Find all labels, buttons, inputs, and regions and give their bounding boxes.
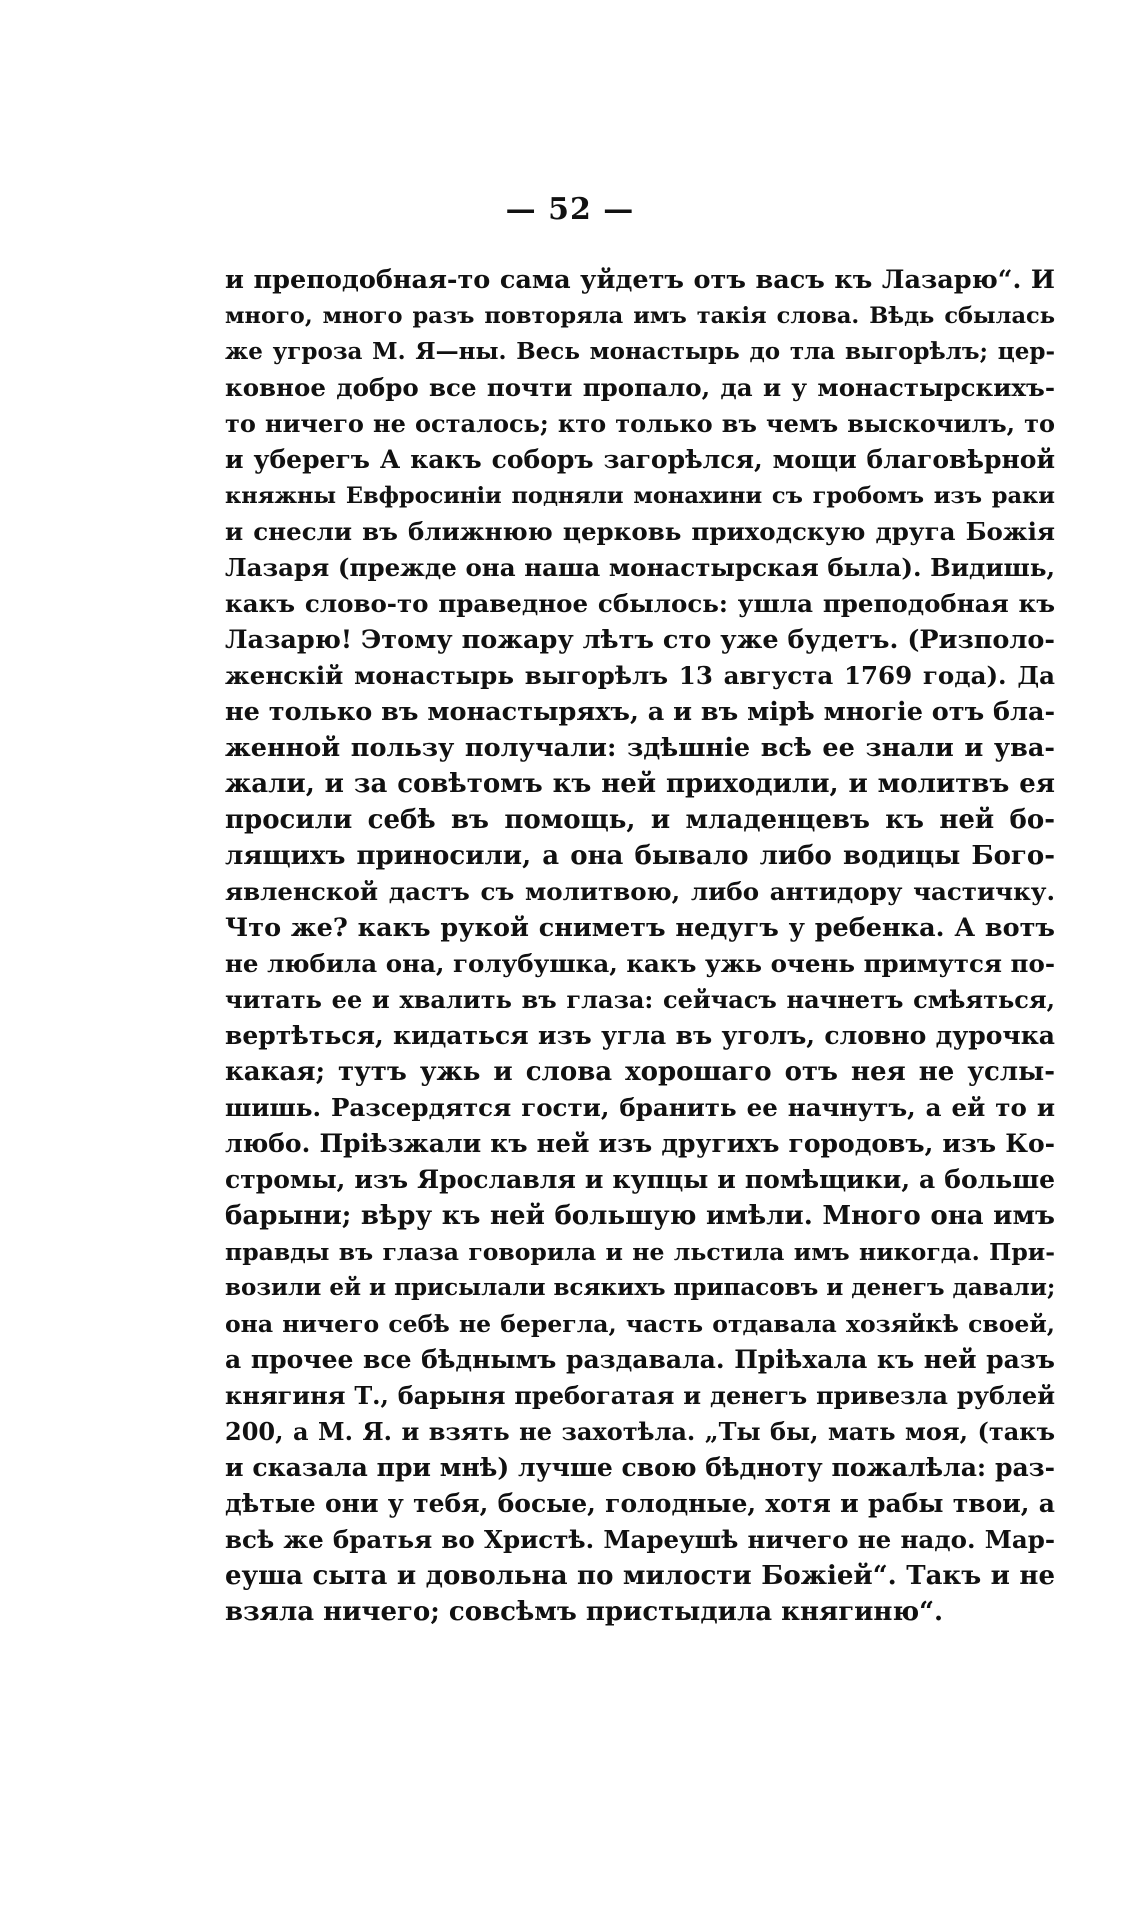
text-line: и преподобная-то сама уйдетъ отъ васъ къ Лазарю“. И xyxy=(225,265,1055,295)
text-line: же угроза М. Я—ны. Весь монастырь до тла выгорѣлъ; цер- xyxy=(225,338,1055,365)
text-line: всѣ же братья во Христѣ. Мареушѣ ничего не надо. Мар- xyxy=(225,1525,1055,1554)
text-line: возили ей и присылали всякихъ припасовъ и денегъ давали; xyxy=(225,1274,1056,1301)
text-line: вертѣться, кидаться изъ угла въ уголъ, словно дурочка xyxy=(225,1021,1055,1050)
text-line: Лазаря (прежде она наша монастырская была). Видишь, xyxy=(225,553,1055,582)
text-line: и сказала при мнѣ) лучше свою бѣдноту пожалѣла: раз- xyxy=(225,1453,1055,1482)
text-line: женскій монастырь выгорѣлъ 13 августа 1769 года). Да xyxy=(225,661,1055,690)
text-line: то ничего не осталось; кто только въ чемъ выскочилъ, то xyxy=(225,409,1055,438)
text-line: читать ее и хвалить въ глаза: сейчасъ начнетъ смѣяться, xyxy=(225,985,1055,1014)
text-line: Лазарю! Этому пожару лѣтъ сто уже будетъ. (Ризполо- xyxy=(225,625,1055,655)
text-line: шишь. Разсердятся гости, бранить ее начнутъ, а ей то и xyxy=(225,1093,1055,1122)
text-line: любо. Пріѣзжали къ ней изъ другихъ городовъ, изъ Ко- xyxy=(225,1129,1055,1158)
body-text xyxy=(225,262,1055,1630)
text-line: просили себѣ въ помощь, и младенцевъ къ ней бо- xyxy=(225,805,1055,835)
text-line: жали, и за совѣтомъ къ ней приходили, и молитвъ ея xyxy=(225,769,1055,799)
text-line: не любила она, голубушка, какъ ужь очень примутся по- xyxy=(225,949,1055,978)
text-line: 200, а М. Я. и взять не захотѣла. „Ты бы, мать моя, (такъ xyxy=(225,1417,1055,1446)
text-line: барыни; вѣру къ ней большую имѣли. Много она имъ xyxy=(225,1201,1055,1231)
text-line: а прочее все бѣднымъ раздавала. Пріѣхала къ ней разъ xyxy=(225,1345,1055,1374)
text-line: какъ слово-то праведное сбылось: ушла преподобная къ xyxy=(225,589,1055,618)
text-line: какая; тутъ ужь и слова хорошаго отъ нея не услы- xyxy=(225,1057,1055,1087)
text-line: дѣтые они у тебя, босые, голодные, хотя и рабы твои, а xyxy=(225,1489,1055,1518)
text-line-last: взяла ничего; совсѣмъ пристыдила княгиню“. xyxy=(225,1597,944,1627)
text-line: не только въ монастыряхъ, а и въ мірѣ многіе отъ бла- xyxy=(225,697,1056,727)
text-line: княгиня Т., барыня пребогатая и денегъ привезла рублей xyxy=(225,1381,1055,1410)
text-line: стромы, изъ Ярославля и купцы и помѣщики, а больше xyxy=(225,1165,1055,1194)
text-line: еуша сыта и довольна по милости Божіей“. Такъ и не xyxy=(225,1561,1055,1591)
text-line: и уберегъ А какъ соборъ загорѣлся, мощи благовѣрной xyxy=(225,445,1055,474)
page-number: — 52 — xyxy=(505,192,635,227)
text-line: явленской дастъ съ молитвою, либо антидору частичку. xyxy=(225,877,1055,906)
text-line: женной пользу получали: здѣшніе всѣ ее знали и ува- xyxy=(225,733,1055,763)
text-line: она ничего себѣ не берегла, часть отдавала хозяйкѣ своей, xyxy=(225,1310,1055,1338)
text-line: ковное добро все почти пропало, да и у монастырскихъ- xyxy=(225,373,1055,402)
text-line: и снесли въ ближнюю церковь приходскую друга Божія xyxy=(225,517,1055,546)
text-line: правды въ глаза говорила и не льстила имъ никогда. При- xyxy=(225,1238,1055,1266)
text-line: лящихъ приносили, а она бывало либо водицы Богo- xyxy=(225,841,1055,871)
text-line: княжны Евфросиніи подняли монахини съ гробомъ изъ раки xyxy=(225,483,1055,509)
text-line: Что же? какъ рукой сниметъ недугъ у ребенка. А вотъ xyxy=(225,913,1055,943)
text-line: много, много разъ повторяла имъ такія слова. Вѣдь сбылась xyxy=(225,303,1055,329)
